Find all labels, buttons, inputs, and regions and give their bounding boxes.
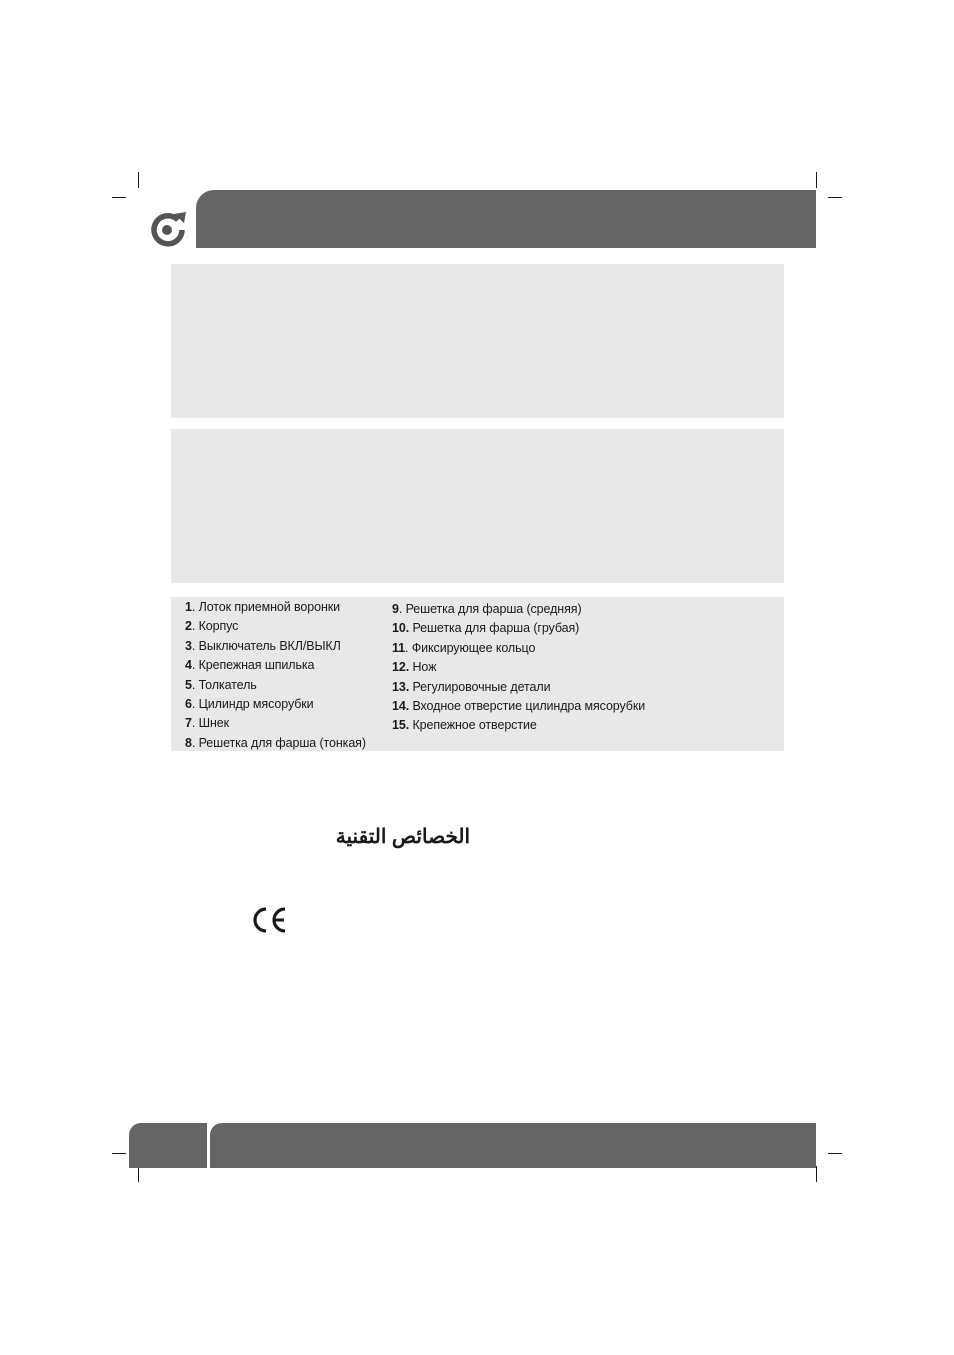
specs-title: الخصائص التقنية — [335, 826, 470, 848]
ce-mark-icon — [251, 906, 289, 934]
crop-mark — [138, 1166, 139, 1182]
list-item: 8. Решетка для фарша (тонкая) — [185, 735, 366, 750]
footer-page-tab — [129, 1123, 207, 1168]
list-item: 9. Решетка для фарша (средняя) — [392, 602, 582, 616]
illustration-panel-middle — [171, 429, 784, 583]
list-item: 2. Корпус — [185, 619, 239, 634]
list-item: 1. Лоток приемной воронки — [185, 600, 341, 614]
list-item: 7. Шнек — [185, 716, 229, 731]
parts-list-panel — [171, 597, 784, 751]
illustration-panel-top — [171, 264, 784, 418]
list-item: 11. Фиксирующее кольцо — [392, 640, 536, 655]
list-item: 6. Цилиндр мясорубки — [185, 697, 314, 712]
header-bar — [196, 190, 816, 248]
list-item: 4. Крепежная шпилька — [185, 658, 315, 673]
list-item: 12. Нож — [392, 660, 437, 675]
footer-bar — [210, 1123, 816, 1168]
crop-mark — [828, 197, 842, 198]
list-item: 15. Крепежное отверстие — [392, 718, 537, 733]
list-item: 14. Входное отверстие цилиндра мясорубки — [392, 699, 646, 714]
parts-list-right — [392, 600, 645, 736]
crop-mark — [816, 172, 817, 188]
crop-mark — [112, 197, 126, 198]
crop-mark — [112, 1153, 126, 1154]
list-item: 5. Толкатель — [185, 677, 257, 692]
crop-mark — [828, 1153, 842, 1154]
list-item: 10. Решетка для фарша (грубая) — [392, 621, 580, 636]
brand-logo-icon — [148, 210, 188, 248]
crop-mark — [138, 172, 139, 188]
list-item: 13. Регулировочные детали — [392, 679, 551, 694]
list-item: 3. Выключатель ВКЛ/ВЫКЛ — [185, 638, 341, 653]
parts-list-left — [185, 598, 366, 753]
crop-mark — [816, 1166, 817, 1182]
